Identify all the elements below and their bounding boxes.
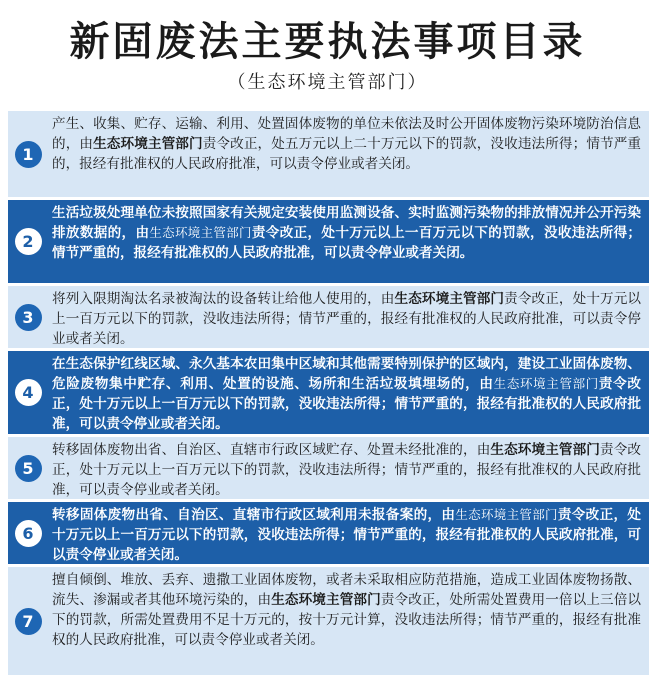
item-text: 转移固体废物出省、自治区、直辖市行政区域利用未报备案的，由生态环境主管部门责令改正，处十万元以上一百万元以下的罚款，没收违法所得；情节严重的，报经有批准权的人民政府批准，可以责令停业或者关闭。 <box>52 507 641 563</box>
list-item <box>8 351 649 434</box>
authority-highlight: 生态环境主管部门 <box>149 225 252 240</box>
list-item <box>8 111 649 197</box>
item-list <box>8 111 649 678</box>
list-item <box>8 200 649 283</box>
item-number-badge: 4 <box>15 379 42 406</box>
page-title: 新固废法主要执法事项目录 <box>69 18 586 65</box>
item-number-badge: 1 <box>15 141 42 168</box>
item-number-badge: 6 <box>15 520 42 547</box>
list-item <box>8 567 649 675</box>
list-item <box>8 502 649 564</box>
item-number-badge: 3 <box>15 304 42 331</box>
page-subtitle: （生态环境主管部门） <box>227 72 428 93</box>
list-item <box>8 286 649 348</box>
authority-highlight: 生态环境主管部门 <box>493 376 599 391</box>
item-number-badge: 5 <box>15 455 42 482</box>
authority-highlight: 生态环境主管部门 <box>490 442 601 458</box>
item-number-badge: 2 <box>15 228 42 255</box>
item-text: 转移固体废物出省、自治区、直辖市行政区域贮存、处置未经批准的，由生态环境主管部门责令改正，处十万元以上一百万元以下的罚款，没收违法所得；情节严重的，报经有批准权的人民政府批准，可以责令停业或者关闭。 <box>52 442 642 498</box>
authority-highlight: 生态环境主管部门 <box>455 507 558 522</box>
item-number-badge: 7 <box>15 608 42 635</box>
item-text: 产生、收集、贮存、运输、利用、处置固体废物的单位未依法及时公开固体废物污染环境防治信息的，由生态环境主管部门责令改正，处五万元以上二十万元以下的罚款，没收违法所得；情节严重的，报经有批准权的人民政府批准，可以责令停业或者关闭。 <box>52 116 642 172</box>
item-text: 将列入限期淘汰名录被淘汰的设备转让给他人使用的，由生态环境主管部门责令改正，处十万元以上一百万元以下的罚款，没收违法所得；情节严重的，报经有批准权的人民政府批准，可以责令停业或者关闭。 <box>52 291 642 347</box>
authority-highlight: 生态环境主管部门 <box>271 592 381 608</box>
item-text: 在生态保护红线区域、永久基本农田集中区域和其他需要特别保护的区域内，建设工业固体废物、危险废物集中贮存、利用、处置的设施、场所和生活垃圾填埋场的，由生态环境主管部门责令改正，处十万元以上一百万元以下的罚款，没收违法所得；情节严重的，报经有批准权的人民政府批准，可以责令停业或者关闭。 <box>52 356 641 432</box>
item-text: 生活垃圾处理单位未按照国家有关规定安装使用监测设备、实时监测污染物的排放情况并公开污染排放数据的，由生态环境主管部门责令改正，处十万元以上一百万元以下的罚款，没收违法所得；情节严重的，报经有批准权的人民政府批准，可以责令停业或者关闭。 <box>52 205 641 261</box>
list-item <box>8 437 649 499</box>
item-text: 擅自倾倒、堆放、丢弃、遗撒工业固体废物，或者未采取相应防范措施，造成工业固体废物扬散、流失、渗漏或者其他环境污染的，由生态环境主管部门责令改正，处所需处置费用一倍以上三倍以下的罚款，所需处置费用不足十万元的，按十万元计算，没收违法所得；情节严重的，报经有批准权的人民政府批准，可以责令停业或者关闭。 <box>52 572 642 648</box>
authority-highlight: 生态环境主管部门 <box>93 136 203 152</box>
authority-highlight: 生态环境主管部门 <box>394 291 505 307</box>
